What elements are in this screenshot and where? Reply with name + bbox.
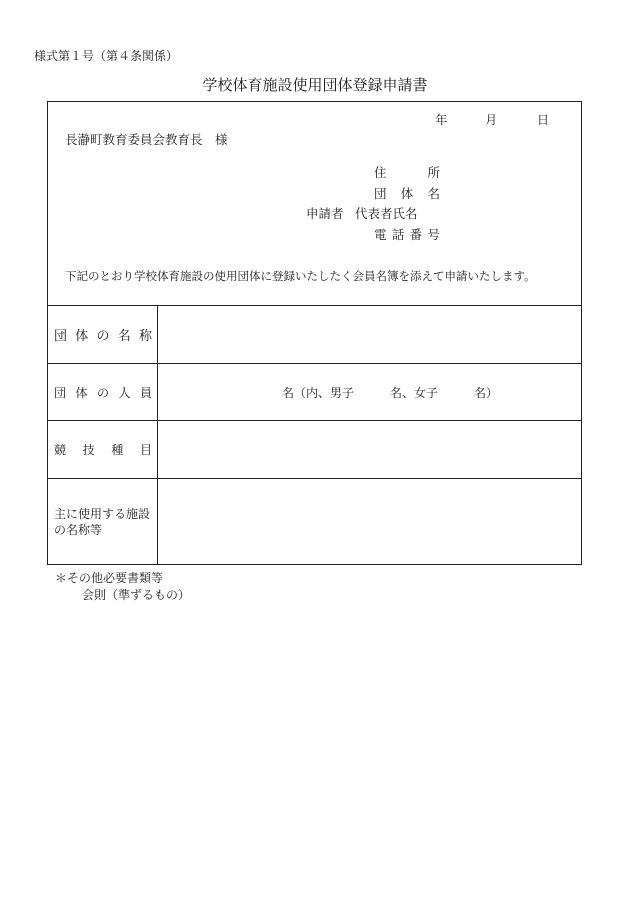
- table-row: [48, 306, 582, 364]
- form-number: 様式第１号（第４条関係）: [34, 49, 179, 63]
- form-title: 学校体育施設使用団体登録申請書: [202, 76, 428, 94]
- group-name-label: 団 体 名: [374, 185, 440, 201]
- table-row: [48, 421, 582, 479]
- applicant-representative-row[interactable]: [253, 204, 440, 225]
- address-label: 住 所: [374, 165, 440, 180]
- members-input[interactable]: [158, 364, 582, 421]
- representative-label: 代表者氏名: [355, 206, 418, 221]
- phone-label: 電 話 番 号: [374, 226, 440, 242]
- application-header-box: [47, 101, 582, 305]
- members-value-text: 名（内、男子 名、女子 名）: [282, 385, 499, 400]
- date-year-label: 年: [435, 113, 448, 127]
- members-cell-label: 団 体 の 人 員: [48, 364, 158, 421]
- facility-input[interactable]: [158, 479, 582, 565]
- date-day-label: 日: [536, 113, 549, 127]
- date-field[interactable]: [435, 111, 549, 128]
- other-documents-note: ＊その他必要書類等: [55, 571, 164, 585]
- addressee: 長瀞町教育委員会教育長 様: [65, 132, 228, 147]
- table-row: [48, 364, 582, 421]
- sport-cell-label: 競 技 種 目: [48, 421, 158, 479]
- applicant-group-name-row[interactable]: [253, 184, 440, 205]
- applicant-address-row[interactable]: [253, 163, 440, 184]
- registration-table: [47, 305, 582, 565]
- applicant-phone-row[interactable]: [253, 225, 440, 246]
- applicant-block: [253, 163, 440, 245]
- table-row: [48, 479, 582, 565]
- facility-cell-label: 主に使用する施設 の名称等: [48, 479, 158, 565]
- declaration-text: 下記のとおり学校体育施設の使用団体に登録いたしたく会員名簿を添えて申請いたします。: [65, 269, 536, 283]
- group-name-cell-label: 団 体 の 名 称: [48, 306, 158, 364]
- sport-input[interactable]: [158, 421, 582, 479]
- group-name-input[interactable]: [158, 306, 582, 364]
- date-month-label: 月: [485, 113, 498, 127]
- bylaws-note: 会則（準ずるもの）: [82, 588, 191, 602]
- applicant-lead-label: 申請者: [306, 206, 344, 221]
